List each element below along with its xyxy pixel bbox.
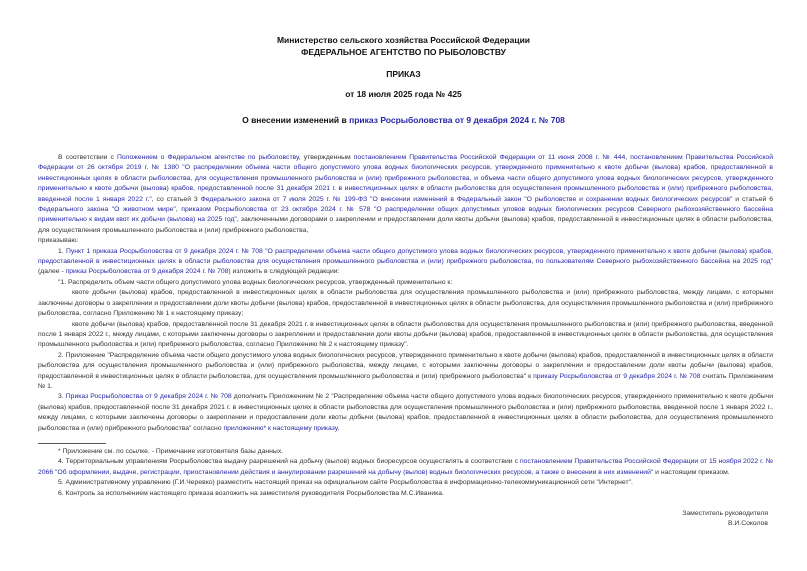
text-segment: и настоящим приказом. (653, 468, 730, 476)
footnote-separator (38, 443, 106, 444)
document-link[interactable]: Приказ Росрыболовства от 9 декабря 2024 г. № 708 (65, 393, 232, 401)
signatory-name: В.И.Соколов (728, 520, 768, 528)
title-prefix: О внесении изменений в (242, 115, 350, 125)
text-segment: квоте добычи (вылова) крабов, предоставленной в инвестиционных целях в области рыболовства для осуществления промышленного рыболовства и (или) прибрежного рыболовства, между лицами, с которыми заключены договоры о закреплении и предоставлении доли квоты добычи (вылова) крабов, предоставленной в инвестиционных целях в области рыболовства, для осуществления промышленного рыболовства и (или) прибрежного рыболовства, согласно Приложению № 1 к настоящему приказу; (38, 289, 773, 318)
text-segment: 2. Приложение "Распределение объема части общего допустимого улова водных биологических ресурсов, утвержденного применительно к квоте добычи (вылова) крабов, предоставленной в инвестиционных целях в области рыболовства для осуществления промышленного рыболовства и (или) прибрежного рыболовства, между лицами, с которыми заключены договоры о закреплении и предоставлении доли квоты добычи (вылова) крабов, предоставленной в инвестиционных целях в области рыболовства, для осуществления промышленного рыболовства и (или) прибрежного рыболовства" к (38, 351, 773, 380)
text-segment: приказываю: (38, 237, 79, 245)
text-segment: "1. Распределить объем части общего допустимого улова водных биологических ресурсов, утвержденный применительно к: (58, 278, 453, 286)
item-4-paragraph (38, 457, 773, 478)
document-body (38, 153, 773, 530)
ministry-name: Министерство сельского хозяйства Российской Федерации (276, 35, 531, 45)
document-link[interactable]: Федерального закона от 7 июля 2025 г. № 199-ФЗ "О внесении изменений в Федеральный закон "О рыболовстве и сохранении водных биологических ресурсов" (200, 195, 733, 203)
item-5-paragraph (38, 478, 773, 488)
document-link[interactable]: приказ Росрыболовства от 9 декабря 2024 г. № 708 (65, 268, 229, 276)
title-link[interactable]: приказ Росрыболовства от 9 декабря 2024 г. № 708 (349, 115, 565, 125)
orders-word (38, 236, 773, 246)
text-segment: В соответствии с (58, 154, 117, 161)
text-segment: , (175, 206, 182, 214)
document-date-number: от 18 июля 2025 года № 425 (345, 89, 462, 99)
document-link[interactable]: постановлением Правительства Российской Федерации от 11 июня 2008 г. № 444 (353, 154, 626, 161)
item-1-paragraph (38, 247, 773, 278)
text-segment: ) изложить в следующей редакции: (228, 268, 340, 276)
text-segment: 1. (58, 247, 66, 255)
agency-name: ФЕДЕРАЛЬНОЕ АГЕНТСТВО ПО РЫБОЛОВСТВУ (301, 47, 506, 57)
document-link[interactable]: постановлением Правительства Российской Федерации от 26 октября 2019 г. № 1380 "О распределении объема части общего допустимого улова водных биологических ресурсов, утвержденного применительно к квоте добычи (вылова) крабов, предоставленной в инвестиционных целях в области рыболовства, для осуществления промышленного рыболовства и (или) прибрежного рыболовства, и объема части общего допустимого улова водных биологических ресурсов, утвержденного применительно к квоте добычи (вылова) крабов, предоставленной после 31 декабря 2021 г. в инвестиционных целях в области рыболовства для осуществления промышленного рыболовства и (или) прибрежного рыболовства, введенной после 1 января 2022 г." (38, 154, 773, 203)
text-segment: , утвержденным (298, 154, 354, 161)
item-6-paragraph (38, 489, 773, 499)
document-link[interactable]: Федерального закона "О животном мире" (38, 206, 176, 214)
text-segment: (далее - (38, 268, 66, 276)
document-link[interactable]: постановлением Правительства Российской Федерации от 15 ноября 2022 г. № 2066 "Об оформлении, выдаче, регистрации, приостановлении действия и аннулировании разрешений на добычу (вылов) водных биологических ресурсов, а также о внесении в них изменений" (38, 458, 774, 476)
text-segment: * Приложение см. по ссылке. - Примечание изготовителя базы данных. (58, 447, 284, 455)
text-segment: 5. Административному управлению (Г.И.Черевко) разместить настоящий приказ на официальном сайте Росрыболовства в информационно-телекоммуникационной сети "Интернет". (58, 479, 633, 487)
text-segment: , заключенными договорами о закреплении и предоставлении доли квоты добычи (вылова) крабов, предоставленной в инвестиционных целях в области рыболовства, для осуществления промышленного рыболовства и (или) прибрежного рыболовства, (38, 216, 773, 234)
text-segment: квоте добычи (вылова) крабов, предоставленной после 31 декабря 2021 г. в инвестиционных целях в области рыболовства для осуществления промышленного рыболовства и (или) прибрежного рыболовства, введенной после 1 января 2022 г., между лицами, с которыми заключены договоры о закреплении и предоставлении доли квоты добычи (вылова) крабов, предоставленной в инвестиционных целях в области рыболовства, для осуществления промышленного рыболовства и (или) прибрежного рыболовства, согласно Приложению № 2 к настоящему приказу". (38, 320, 773, 349)
signatory-position: Заместитель руководителя (682, 510, 768, 517)
preamble-paragraph (38, 153, 773, 236)
text-segment: , со статьей 3 (151, 195, 201, 203)
signature-block (38, 509, 768, 530)
text-segment: . (337, 424, 340, 432)
document-link[interactable]: Пункт 1 приказа Росрыболовства от 9 декабря 2024 г. № 708 "О распределении объема части общего допустимого улова водных биологических ресурсов, утвержденного применительно к квоте добычи (вылова) крабов, предоставленной в инвестиционных целях в области рыболовства для осуществления промышленного рыболовства и (или) прибрежного рыболовства, по пользователям Северного рыбохозяйственного бассейна на 2025 год" (38, 247, 773, 266)
document-link[interactable]: приложению* к настоящему приказу (223, 424, 338, 432)
text-segment: 6. Контроль за исполнением настоящего приказа возложить на заместителя руководителя Росрыболовства М.С.Иваника. (58, 489, 444, 497)
text-segment: дополнить Приложением № 2 "Распределение объема части общего допустимого улова водных биологических ресурсов, утвержденного применительно к квоте добычи (вылова) крабов, предоставленной после 31 декабря 2021 г. в инвестиционных целях в области рыболовства для осуществления промышленного рыболовства и (или) прибрежного рыболовства, введенной после 1 января 2022 г., между лицами, с которыми заключены договоры о закреплении и предоставлении доли квоты добычи (вылова) крабов, предоставленной в инвестиционных целях в области рыболовства, для осуществления промышленного рыболовства и (или) прибрежного рыболовства" согласно (38, 393, 774, 432)
item-1-quote-a (38, 288, 773, 319)
text-segment: считать Приложением № 1. (38, 372, 774, 390)
item-2-paragraph (38, 351, 773, 393)
text-segment: 4. Территориальным управлениям Росрыболовства выдачу разрешений на добычу (вылов) водных биоресурсов осуществлять в соответствии с (58, 458, 520, 466)
document-link[interactable]: приказу Росрыболовства от 9 декабря 2024 г. № 708 (533, 372, 701, 380)
text-segment: и статьей 6 (732, 195, 773, 203)
document-link[interactable]: приказом Росрыболовства от 23 октября 2024 г. № 578 "О распределении общих допустимых уловов водных биологических ресурсов Северного рыбохозяйственного бассейна применительно к видам квот их добычи (вылова) на 2025 год" (38, 206, 773, 224)
document-title (0, 114, 807, 126)
item-1-quote-intro (38, 278, 773, 288)
text-segment: , (625, 154, 631, 161)
footnote (38, 447, 773, 457)
item-3-paragraph (38, 392, 773, 434)
document-link[interactable]: Положением о Федеральном агентстве по рыболовству (116, 154, 299, 161)
item-1-quote-b (38, 320, 773, 351)
text-segment: 3. (58, 393, 66, 401)
document-type: ПРИКАЗ (386, 69, 421, 79)
